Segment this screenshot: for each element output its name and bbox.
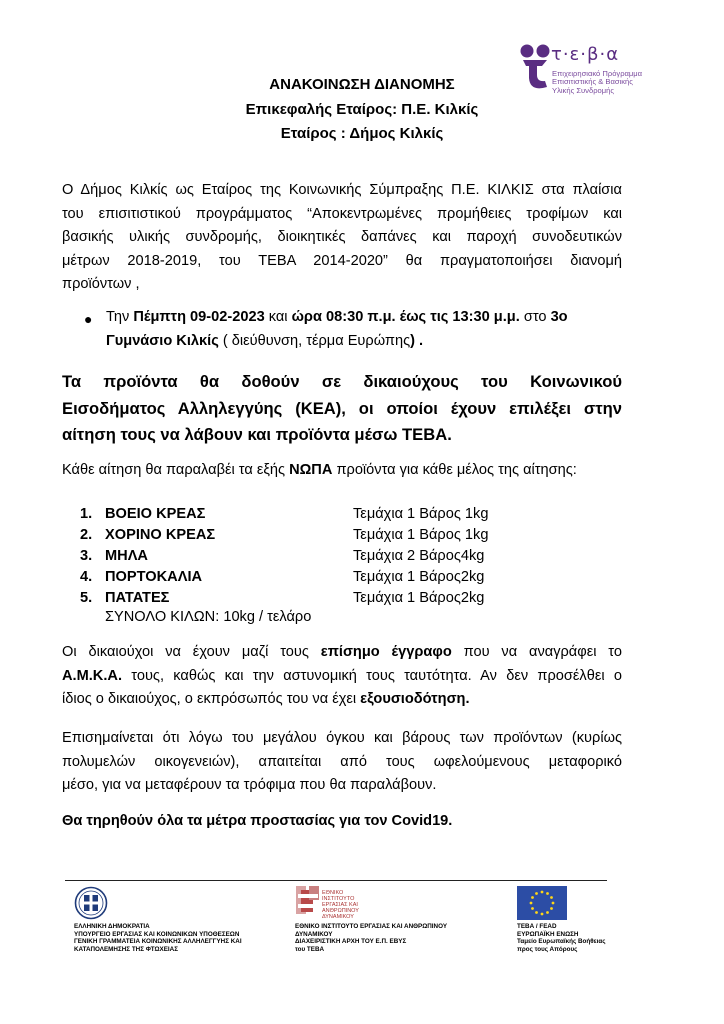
list-item: 5. ΠΑΤΑΤΕΣ Τεμάχια 1 Βάρος2kg bbox=[80, 590, 485, 606]
bullet-icon: ● bbox=[84, 311, 93, 327]
distribution-details: Την Πέμπτη 09-02-2023 και ώρα 08:30 π.μ. έως τις 13:30 μ.μ. στο 3ο Γυμνάσιο Κιλκίς ( διεύθυνση, τέρμα Ευρώπης) . bbox=[106, 309, 568, 349]
teva-logo-subtitle: Επιχειρησιακό Πρόγραμμα Επισιτιστικής & Βασικής Υλικής Συνδρομής bbox=[552, 69, 643, 95]
ekt-text: ΕΘΝΙΚΟ ΙΝΣΤΙΤΟΥΤΟ ΕΡΓΑΣΙΑΣ ΚΑΙ ΑΝΘΡΩΠΙΝΟΥ ΔΥΝΑΜΙΚΟΥ ΔΙΑΧΕΙΡΙΣΤΙΚΗ ΑΡΧΗ ΤΟΥ Ε.Π. ΕΒΥΣ του ΤΕΒΑ bbox=[295, 923, 448, 953]
distribution-place: Γυμνάσιο Κιλκίς bbox=[106, 332, 219, 349]
distribution-time: ώρα 08:30 π.μ. έως τις 13:30 μ.μ. bbox=[291, 309, 520, 325]
list-item: 4. ΠΟΡΤΟΚΑΛΙΑ Τεμάχια 1 Βάρος2kg bbox=[80, 569, 485, 585]
list-item: 1. ΒΟΕΙΟ ΚΡΕΑΣ Τεμάχια 1 Βάρος 1kg bbox=[80, 506, 489, 522]
ekt-logo-icon bbox=[295, 884, 321, 916]
eligibility-paragraph: Τα προϊόντα θα δοθούν σε δικαιούχους του Κοινωνικού Εισοδήματος Αλληλεγγύης (ΚΕΑ), οι οποίοι έχουν επιλέξει στην αίτηση τους να λάβουν και προϊόντα μέσω ΤΕΒΑ. bbox=[62, 372, 622, 444]
intro-paragraph: Ο Δήμος Κιλκίς ως Εταίρος της Κοινωνικής Σύμπραξης Π.Ε. ΚΙΛΚΙΣ στα πλαίσια του επισιτιστικού προγράμματος “Αποκεντρωμένες προμήθειες τροφίμων και βασικής υλικής συνδρομής, διοικητικές δαπάνες και παροχή συνοδευτικών μέτρων 2018-2019, του ΤΕΒΑ 2014-2020” θα πραγματοποιήσει διανομή προϊόντων , bbox=[62, 182, 622, 292]
greek-emblem-icon bbox=[74, 886, 108, 920]
partner: Εταίρος : Δήμος Κιλκίς bbox=[280, 125, 444, 142]
distribution-date: Πέμπτη 09-02-2023 bbox=[133, 309, 265, 325]
list-item: 3. ΜΗΛΑ Τεμάχια 2 Βάρος4kg bbox=[80, 548, 485, 564]
teva-logo-word: τ·ε·β·α bbox=[551, 44, 620, 65]
eu-text: ΤΕΒΑ / FEAD ΕΥΡΩΠΑΪΚΗ ΕΝΩΣΗ Ταμείο Ευρωπαϊκής Βοήθειας προς τους Απόρους bbox=[517, 923, 606, 953]
covid-notice: Θα τηρηθούν όλα τα μέτρα προστασίας για τον Covid19. bbox=[62, 813, 453, 829]
announcement-title: ΑΝΑΚΟΙΝΩΣΗ ΔΙΑΝΟΜΗΣ bbox=[269, 76, 455, 93]
ministry-text: ΕΛΛΗΝΙΚΗ ΔΗΜΟΚΡΑΤΙΑ ΥΠΟΥΡΓΕΙΟ ΕΡΓΑΣΙΑΣ ΚΑΙ ΚΟΙΝΩΝΙΚΩΝ ΥΠΟΘΕΣΕΩΝ ΓΕΝΙΚΗ ΓΡΑΜΜΑΤΕΙΑ ΚΟΙΝΩΝΙΚΗΣ ΑΛΛΗΛΕΓΓΥΗΣ ΚΑΙ ΚΑΤΑΠΟΛΕΜΗΣΗΣ ΤΗΣ ΦΤΩΧΕΙΑΣ bbox=[74, 923, 242, 953]
list-item: 2. ΧΟΡΙΝΟ ΚΡΕΑΣ Τεμάχια 1 Βάρος 1kg bbox=[80, 527, 489, 543]
transport-paragraph: Επισημαίνεται ότι λόγω του μεγάλου όγκου και βάρους των προϊόντων (κυρίως πολυμελών οικογενειών), απαιτείται από τους ωφελούμενους μεταφορικό μέσο, για να μεταφέρουν τα τρόφιμα που θα παραλάβουν. bbox=[62, 730, 622, 793]
lead-partner: Επικεφαλής Εταίρος: Π.Ε. Κιλκίς bbox=[245, 101, 479, 118]
documents-paragraph: Οι δικαιούχοι να έχουν μαζί τους επίσημο έγγραφο που να αναγράφει το Α.Μ.Κ.Α. τους, καθώς και την αστυνομική τους ταυτότητα. Αν δεν προσέλθει ο ίδιος ο δικαιούχος, ο εκπρόσωπός του να έχει εξουσιοδότηση. bbox=[62, 644, 622, 707]
products-list bbox=[80, 504, 560, 609]
total-weight: ΣΥΝΟΛΟ ΚΙΛΩΝ: 10kg / τελάρο bbox=[105, 609, 312, 625]
ekt-logo-text: ΕΘΝΙΚΟ ΙΝΣΤΙΤΟΥΤΟ ΕΡΓΑΣΙΑΣ ΚΑΙ ΑΝΘΡΩΠΙΝΟΥ ΔΥΝΑΜΙΚΟΥ bbox=[322, 890, 359, 920]
eu-flag-icon bbox=[517, 886, 567, 920]
footer-divider bbox=[65, 880, 607, 881]
each-application-line: Κάθε αίτηση θα παραλαβέι τα εξής ΝΩΠΑ προϊόντα για κάθε μέλος της αίτησης: bbox=[62, 462, 577, 478]
